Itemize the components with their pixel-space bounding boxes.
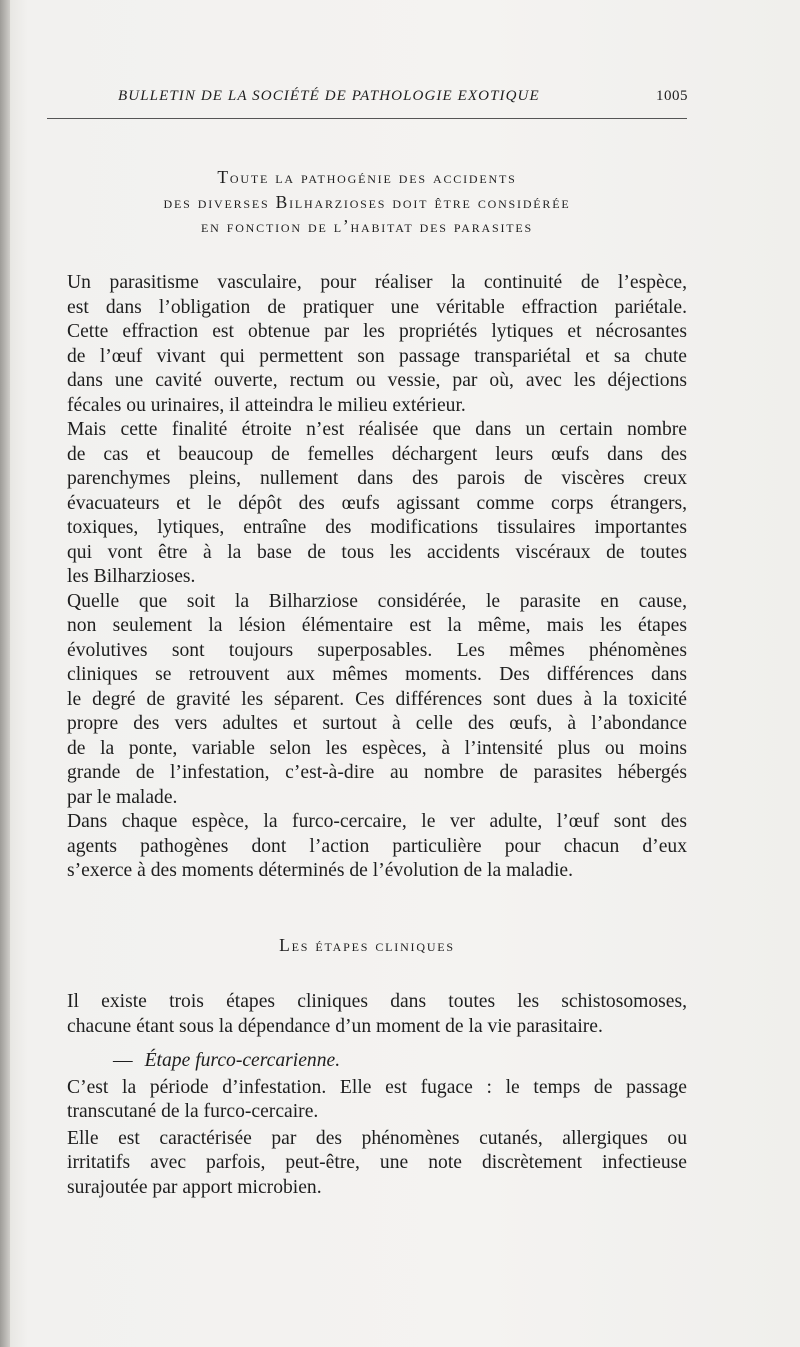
text-line: de l’œuf vivant qui permettent son passage transpariétal et sa chute [67,345,687,367]
text-line: Il existe trois étapes cliniques dans toutes les schistosomoses, [67,991,687,1012]
text-line: C’est la période d’infestation. Elle est fugace : le temps de passage [67,1076,687,1098]
subsection-heading [47,1049,687,1074]
text-line: chacune étant sous la dépendance d’un moment de la vie parasitaire. [67,1015,603,1037]
section-heading [47,933,687,958]
text-line: parenchymes pleins, nullement dans des parois de viscères creux [67,468,687,489]
text-line: les Bilharzioses. [67,566,196,587]
text-line: de cas et beaucoup de femelles déchargent leurs œufs dans des [67,443,687,465]
text-line: dans une cavité ouverte, rectum ou vessie, par où, avec les déjections [67,370,687,391]
section-heading-line: Les étapes cliniques [279,935,455,955]
section-heading [47,165,687,239]
text-line: cliniques se retrouvent aux mêmes moments. Des différences dans [67,664,687,685]
page-number: 1005 [656,88,688,104]
text-line: propre des vers adultes et surtout à celle des œufs, à l’abondance [67,713,687,734]
text-line: Un parasitisme vasculaire, pour réaliser la continuité de l’espèce, [67,272,687,293]
text-line: par le malade. [67,786,178,808]
paragraph [47,271,687,418]
text-line: grande de l’infestation, c’est-à-dire au nombre de parasites hébergés [67,762,687,783]
text-line: fécales ou urinaires, il atteindra le milieu extérieur. [67,394,466,416]
text-line: Quelle que soit la Bilharziose considérée, le parasite en cause, [67,590,687,612]
running-title: BULLETIN DE LA SOCIÉTÉ DE PATHOLOGIE EXOTIQUE [118,88,540,104]
text-line: Dans chaque espèce, la furco-cercaire, le ver adulte, l’œuf sont des [67,811,687,832]
text-line: Elle est caractérisée par des phénomènes cutanés, allergiques ou [67,1127,687,1149]
body-text-section-2 [47,990,687,1200]
em-dash: — [113,1050,133,1071]
text-line: Cette effraction est obtenue par les propriétés lytiques et nécrosantes [67,321,687,342]
running-head [118,88,688,105]
paragraph [47,590,687,811]
text-line: est dans l’obligation de pratiquer une véritable effraction pariétale. [67,296,687,318]
text-line: transcutané de la furco-cercaire. [67,1101,319,1122]
text-line: de la ponte, variable selon les espèces, à l’intensité plus ou moins [67,737,687,759]
text-line: Mais cette finalité étroite n’est réalisée que dans un certain nombre [67,419,687,440]
section-heading-line: Toute la pathogénie des accidents [217,167,517,187]
paragraph [47,1127,687,1201]
text-line: le degré de gravité les séparent. Ces différences sont dues à la toxicité [67,688,687,710]
subsection-title: Étape furco-cercarienne. [144,1050,341,1071]
text-line: qui vont être à la base de tous les accidents viscéraux de toutes [67,541,687,563]
section-heading-line: en fonction de l’habitat des parasites [200,216,534,236]
text-line: s’exerce à des moments déterminés de l’évolution de la maladie. [67,860,573,881]
text-line: irritatifs avec parfois, peut-être, une note discrètement infectieuse [67,1152,687,1173]
text-line: toxiques, lytiques, entraîne des modifications tissulaires importantes [67,517,687,538]
paragraph [47,418,687,590]
header-rule [47,118,687,119]
text-line: non seulement la lésion élémentaire est la même, mais les étapes [67,615,687,636]
text-line: surajoutée par apport microbien. [67,1176,322,1198]
section-heading-line: des diverses Bilharzioses doit être considérée [163,191,571,212]
paragraph [47,990,687,1039]
text-line: évolutives sont toujours superposables. Les mêmes phénomènes [67,639,687,661]
paragraph [47,810,687,884]
body-text-section-1 [47,271,687,884]
text-line: agents pathogènes dont l’action particulière pour chacun d’eux [67,835,687,857]
paragraph [47,1076,687,1125]
book-spine-shadow [0,0,10,1347]
text-line: évacuateurs et le dépôt des œufs agissant comme corps étrangers, [67,492,687,514]
